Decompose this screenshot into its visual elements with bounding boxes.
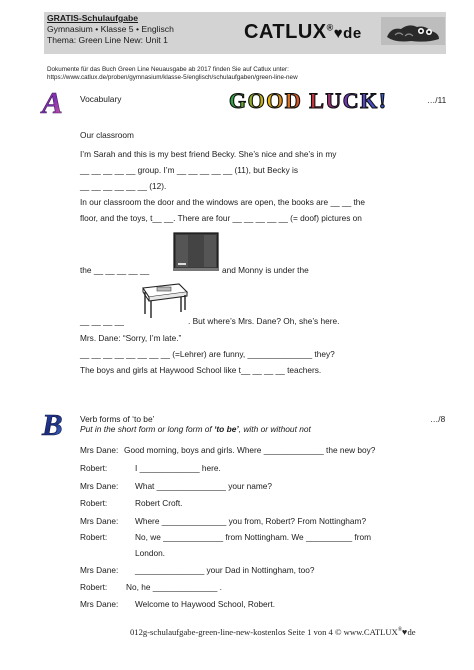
page-footer [130, 627, 416, 637]
instruction-post: , with or without not [238, 424, 311, 434]
vocab-line-8b: . But where’s Mrs. Dane? Oh, she’s here. [188, 316, 340, 326]
dialogue-text-5[interactable]: Where ______________ you from, Robert? From Nottingham? [135, 516, 367, 526]
section-a-score: …/11 [427, 95, 447, 105]
section-b-letter: B [42, 410, 63, 438]
good-luck-banner [228, 89, 420, 111]
footer-suffix: de [407, 627, 416, 637]
desk-image [135, 280, 189, 320]
dialogue-speaker-8: Mrs Dane: [80, 565, 119, 575]
header-topic-line: Thema: Green Line New: Unit 1 [47, 35, 168, 45]
dialogue-speaker-10: Mrs Dane: [80, 599, 119, 609]
dialogue-text-8[interactable]: _______________ your Dad in Nottingham, too? [135, 565, 315, 575]
section-b-letter-icon [40, 410, 74, 438]
info-line-1: Dokumente für das Buch Green Line Neuausgabe ab 2017 finden Sie auf Catlux unter: [47, 66, 289, 73]
vocab-line-9: Mrs. Dane: “Sorry, I’m late.” [80, 333, 182, 343]
dialogue-text-10: Welcome to Haywood School, Robert. [135, 599, 276, 609]
header-title: GRATIS-Schulaufgabe [47, 13, 139, 23]
vocab-line-7a[interactable]: the __ __ __ __ __ [80, 265, 150, 275]
vocab-line-6[interactable]: floor, and the toys, t__ __. There are four __ __ __ __ __ (= doof) pictures on [80, 213, 362, 223]
dialogue-text-3[interactable]: What _______________ your name? [135, 481, 273, 491]
dialogue-text-4: Robert Croft. [135, 498, 183, 508]
brand-name: CATLUX [244, 21, 327, 43]
good-luck-text: GOOD LUCK! [229, 89, 388, 111]
info-link[interactable]: https://www.catlux.de/proben/gymnasium/klasse-5/englisch/schulaufgaben/green-line-new [47, 74, 298, 81]
dialogue-speaker-1: Mrs Dane: [80, 445, 119, 455]
footer-heart-icon: ♥ [402, 626, 408, 638]
section-b-instruction [80, 424, 311, 434]
dialogue-text-7: London. [135, 548, 165, 558]
vocab-line-5[interactable]: In our classroom the door and the windows are open, the books are __ __ the [80, 197, 366, 207]
dialogue-speaker-3: Mrs Dane: [80, 481, 119, 491]
section-a-title: Vocabulary [80, 94, 122, 104]
vocab-line-4[interactable]: __ __ __ __ __ __ (12). [80, 181, 167, 191]
header-school-line: Gymnasium • Klasse 5 • Englisch [47, 24, 174, 34]
brand-suffix: de [343, 25, 362, 42]
dialogue-speaker-9: Robert: [80, 582, 108, 592]
catlux-brand [244, 21, 362, 44]
section-b-title: Verb forms of ‘to be’ [80, 414, 155, 424]
catlux-cat-logo [381, 17, 445, 45]
section-a-letter: A [42, 88, 63, 116]
dialogue-speaker-5: Mrs Dane: [80, 516, 119, 526]
footer-reg: ® [397, 627, 403, 634]
vocab-line-11[interactable]: The boys and girls at Haywood School like t__ __ __ __ teachers. [80, 365, 322, 375]
vocab-line-10[interactable]: __ __ __ __ __ __ __ __ (=Lehrer) are funny, ______________ they? [80, 349, 335, 359]
instruction-pre: Put in the short form or long form of [80, 424, 215, 434]
blackboard-image [173, 232, 219, 272]
vocab-line-7b: and Monny is under the [222, 265, 309, 275]
footer-text: 012g-schulaufgabe-green-line-new-kostenlos Seite 1 von 4 © www.CATLUX [130, 627, 398, 637]
dialogue-speaker-6: Robert: [80, 532, 108, 542]
dialogue-text-1[interactable]: Good morning, boys and girls. Where _____________ the new boy? [124, 445, 376, 455]
dialogue-text-9[interactable]: No, he ______________ . [126, 582, 222, 592]
section-a-letter-icon [40, 88, 74, 116]
brand-reg: ® [326, 22, 334, 33]
section-b-score: …/8 [430, 414, 446, 424]
brand-heart: ♥ [333, 25, 344, 42]
vocab-line-1: Our classroom [80, 130, 134, 140]
dialogue-speaker-2: Robert: [80, 463, 108, 473]
instruction-bold: ‘to be’ [214, 424, 239, 434]
dialogue-text-6[interactable]: No, we _____________ from Nottingham. We __________ from [135, 532, 371, 542]
dialogue-speaker-4: Robert: [80, 498, 108, 508]
vocab-line-2: I’m Sarah and this is my best friend Becky. She’s nice and she’s in my [80, 149, 337, 159]
vocab-line-8a[interactable]: __ __ __ __ [80, 316, 124, 326]
dialogue-text-2[interactable]: I _____________ here. [135, 463, 221, 473]
vocab-line-3[interactable]: __ __ __ __ __ group. I’m __ __ __ __ __ (11), but Becky is [80, 165, 299, 175]
